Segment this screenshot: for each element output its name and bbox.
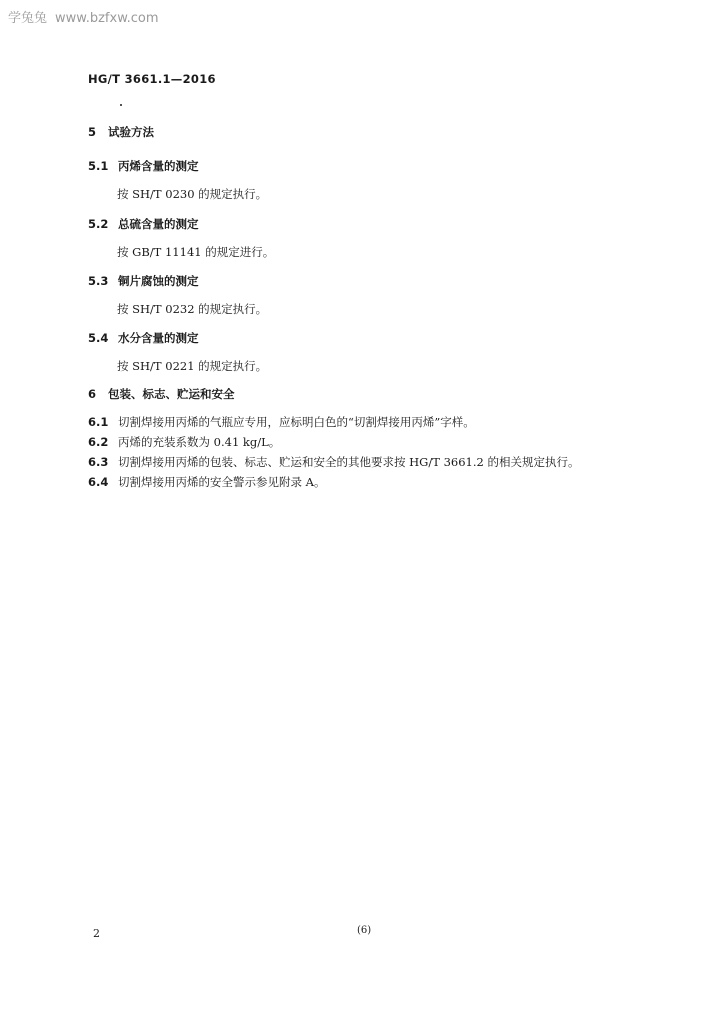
section-text: 切割焊接用丙烯的包装、标志、贮运和安全的其他要求按 HG/T 3661.2 的相关规定执行。 [118, 455, 580, 469]
watermark-site-url: www.bzfxw.com [55, 11, 159, 26]
section-5-4-text: 按 SH/T 0221 的规定执行。 [117, 359, 268, 373]
section-title: 包装、标志、贮运和安全 [108, 387, 235, 401]
section-number: 6.3 [88, 455, 109, 469]
section-title: 水分含量的测定 [118, 331, 199, 345]
section-6-3-item [88, 454, 579, 470]
scan-speck [120, 104, 122, 106]
section-title: 铜片腐蚀的测定 [118, 274, 199, 288]
section-5-1-heading [88, 158, 199, 174]
section-number: 5.4 [88, 331, 109, 345]
section-5-3-heading [88, 273, 199, 289]
document-code: HG/T 3661.1—2016 [88, 72, 216, 86]
section-text: 切割焊接用丙烯的气瓶应专用，应标明白色的“切割焊接用丙烯”字样。 [118, 415, 475, 429]
section-5-3-text: 按 SH/T 0232 的规定执行。 [117, 302, 268, 316]
section-6-2-item [88, 434, 280, 450]
section-text: 丙烯的充装系数为 0.41 kg/L。 [118, 435, 281, 449]
section-5-heading [88, 124, 154, 140]
section-6-4-item [88, 474, 325, 490]
section-number: 5.2 [88, 217, 109, 231]
section-number: 6.4 [88, 475, 109, 489]
section-number: 5 [88, 125, 97, 139]
section-6-heading [88, 386, 235, 402]
section-number: 6.2 [88, 435, 109, 449]
section-5-2-heading [88, 216, 199, 232]
section-title: 试验方法 [108, 125, 154, 139]
page-number: 2 [93, 927, 100, 940]
section-number: 5.1 [88, 159, 109, 173]
section-5-1-text: 按 SH/T 0230 的规定执行。 [117, 187, 268, 201]
section-5-2-text: 按 GB/T 11141 的规定进行。 [117, 245, 275, 259]
section-5-4-heading [88, 330, 199, 346]
section-number: 6.1 [88, 415, 109, 429]
watermark [8, 7, 159, 26]
section-6-1-item [88, 414, 475, 430]
section-number: 5.3 [88, 274, 109, 288]
section-title: 总硫含量的测定 [118, 217, 199, 231]
section-title: 丙烯含量的测定 [118, 159, 199, 173]
section-text: 切割焊接用丙烯的安全警示参见附录 A。 [118, 475, 326, 489]
watermark-site-name: 学兔兔 [8, 11, 48, 26]
section-number: 6 [88, 387, 97, 401]
footer-center-mark: (6) [357, 925, 372, 936]
